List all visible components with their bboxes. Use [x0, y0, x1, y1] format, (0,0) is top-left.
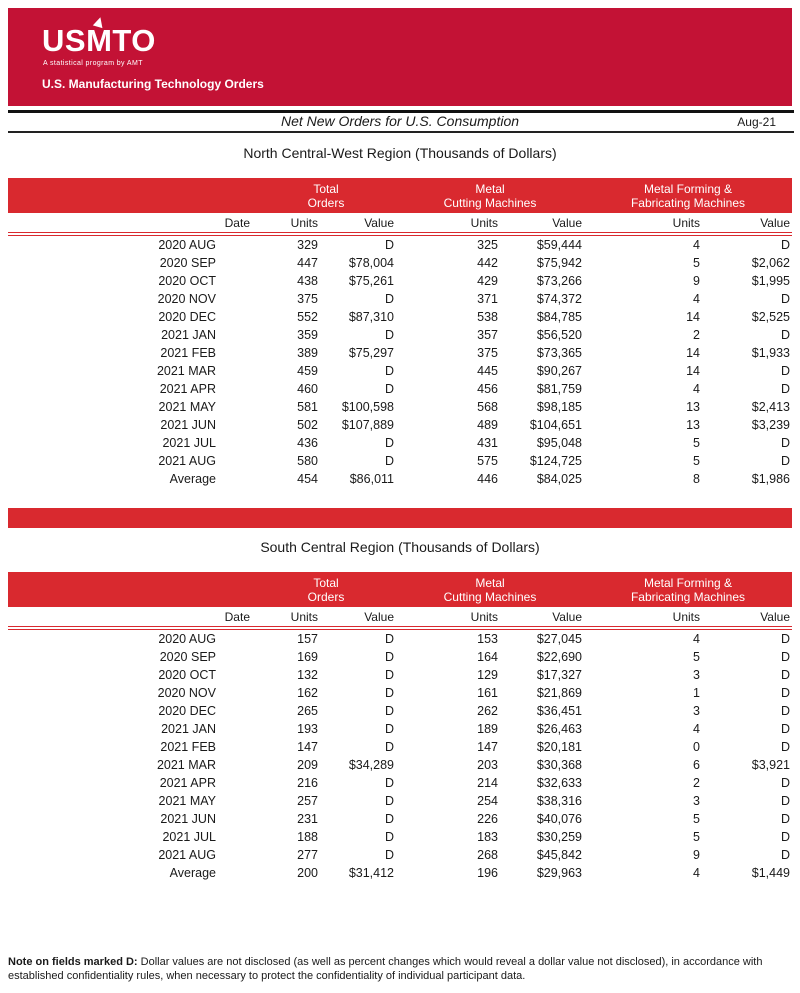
table-row	[8, 452, 792, 470]
value-cell: 188	[297, 830, 318, 844]
value-cell: D	[780, 364, 790, 378]
value-cell: 153	[477, 632, 498, 646]
value-cell: 14	[686, 364, 700, 378]
region-title-north-central-west: North Central-West Region (Thousands of Dollars)	[243, 145, 557, 161]
value-cell: D	[780, 632, 790, 646]
value-cell: D	[780, 328, 790, 342]
value-cell: 132	[297, 668, 318, 682]
value-cell: 489	[477, 418, 498, 432]
value-cell: $1,995	[751, 274, 790, 288]
value-cell: 3	[693, 794, 700, 808]
date-cell: 2021 MAR	[156, 758, 216, 772]
value-cell: D	[780, 830, 790, 844]
value-cell: D	[780, 848, 790, 862]
date-cell: 2021 JUL	[162, 436, 216, 450]
column-header-value: Value	[320, 607, 396, 628]
value-cell: $104,651	[529, 418, 582, 432]
value-cell: 575	[477, 454, 498, 468]
date-cell: 2020 AUG	[158, 632, 216, 646]
date-cell: 2020 SEP	[159, 650, 216, 664]
table-row	[8, 362, 792, 380]
table-row	[8, 864, 792, 882]
value-cell: $3,921	[751, 758, 790, 772]
table-row	[8, 648, 792, 666]
value-cell: D	[384, 328, 394, 342]
table-row	[8, 234, 792, 254]
value-cell: 9	[693, 274, 700, 288]
column-header-date: Date	[8, 213, 256, 234]
footnote-text: Dollar values are not disclosed (as well as percent changes which would reveal a dollar value not disclosed), in accordance with established confidentiality rules, when necessary to protect the confidentiality of individual participant data.	[8, 956, 763, 982]
value-cell: 359	[297, 328, 318, 342]
value-cell: $1,449	[751, 866, 790, 880]
group-header-total-orders: Total Orders	[256, 572, 396, 607]
table-row	[8, 272, 792, 290]
date-cell: 2021 JAN	[161, 328, 216, 342]
group-header-spacer	[8, 178, 256, 213]
column-header-units: Units	[396, 607, 500, 628]
column-header-value: Value	[702, 213, 792, 234]
table-row	[8, 702, 792, 720]
value-cell: 193	[297, 722, 318, 736]
value-cell: $81,759	[536, 382, 582, 396]
value-cell: $26,463	[536, 722, 582, 736]
value-cell: 580	[297, 454, 318, 468]
column-header-units: Units	[256, 607, 320, 628]
value-cell: 436	[297, 436, 318, 450]
value-cell: $107,889	[341, 418, 394, 432]
table-row	[8, 416, 792, 434]
value-cell: 371	[477, 292, 498, 306]
value-cell: 5	[693, 650, 700, 664]
value-cell: $75,942	[536, 256, 582, 270]
column-header-value: Value	[500, 213, 584, 234]
table-row	[8, 756, 792, 774]
value-cell: 329	[297, 238, 318, 252]
value-cell: $73,266	[536, 274, 582, 288]
value-cell: 162	[297, 686, 318, 700]
value-cell: 456	[477, 382, 498, 396]
date-cell: 2021 AUG	[158, 454, 216, 468]
value-cell: $1,986	[751, 472, 790, 486]
orders-table	[8, 178, 792, 488]
value-cell: $56,520	[536, 328, 582, 342]
value-cell: D	[780, 292, 790, 306]
value-cell: 209	[297, 758, 318, 772]
value-cell: 4	[693, 866, 700, 880]
value-cell: $2,525	[751, 310, 790, 324]
value-cell: $31,412	[348, 866, 394, 880]
date-cell: Average	[169, 472, 216, 486]
value-cell: $27,045	[536, 632, 582, 646]
value-cell: $40,076	[536, 812, 582, 826]
table-row	[8, 308, 792, 326]
table-row	[8, 666, 792, 684]
table-row	[8, 254, 792, 272]
date-cell: 2020 NOV	[157, 292, 216, 306]
report-title: Net New Orders for U.S. Consumption	[280, 113, 520, 129]
org-title: U.S. Manufacturing Technology Orders	[42, 77, 264, 91]
value-cell: D	[384, 686, 394, 700]
value-cell: 5	[693, 436, 700, 450]
value-cell: 200	[297, 866, 318, 880]
date-cell: 2020 NOV	[157, 686, 216, 700]
value-cell: D	[384, 830, 394, 844]
value-cell: D	[384, 632, 394, 646]
value-cell: D	[780, 454, 790, 468]
value-cell: $3,239	[751, 418, 790, 432]
table-row	[8, 434, 792, 452]
date-cell: 2020 AUG	[158, 238, 216, 252]
value-cell: 6	[693, 758, 700, 772]
value-cell: $98,185	[536, 400, 582, 414]
table-row	[8, 398, 792, 416]
value-cell: $17,327	[536, 668, 582, 682]
value-cell: 14	[686, 310, 700, 324]
date-cell: 2021 APR	[159, 776, 216, 790]
value-cell: 538	[477, 310, 498, 324]
value-cell: D	[780, 238, 790, 252]
value-cell: $34,289	[348, 758, 394, 772]
date-cell: 2021 FEB	[160, 740, 216, 754]
value-cell: 13	[686, 418, 700, 432]
value-cell: 5	[693, 256, 700, 270]
value-cell: 568	[477, 400, 498, 414]
value-cell: $20,181	[536, 740, 582, 754]
table-row	[8, 810, 792, 828]
brand-banner	[8, 8, 792, 106]
value-cell: $29,963	[536, 866, 582, 880]
value-cell: $2,062	[751, 256, 790, 270]
value-cell: $32,633	[536, 776, 582, 790]
column-header-units: Units	[396, 213, 500, 234]
value-cell: $84,785	[536, 310, 582, 324]
value-cell: D	[384, 794, 394, 808]
value-cell: 183	[477, 830, 498, 844]
value-cell: 257	[297, 794, 318, 808]
value-cell: 375	[477, 346, 498, 360]
value-cell: 460	[297, 382, 318, 396]
value-cell: D	[384, 436, 394, 450]
value-cell: D	[384, 722, 394, 736]
value-cell: 147	[477, 740, 498, 754]
report-date: Aug-21	[737, 115, 776, 129]
value-cell: $36,451	[536, 704, 582, 718]
date-cell: 2021 JUL	[162, 830, 216, 844]
value-cell: 14	[686, 346, 700, 360]
value-cell: D	[780, 776, 790, 790]
value-cell: $75,297	[348, 346, 394, 360]
value-cell: 0	[693, 740, 700, 754]
column-header-date: Date	[8, 607, 256, 628]
group-header-row	[8, 572, 792, 607]
value-cell: D	[384, 812, 394, 826]
column-header-row	[8, 607, 792, 628]
value-cell: 203	[477, 758, 498, 772]
group-header-row	[8, 178, 792, 213]
value-cell: D	[780, 812, 790, 826]
value-cell: 4	[693, 722, 700, 736]
value-cell: $30,259	[536, 830, 582, 844]
value-cell: 161	[477, 686, 498, 700]
group-header-metal-forming: Metal Forming & Fabricating Machines	[584, 178, 792, 213]
value-cell: $73,365	[536, 346, 582, 360]
value-cell: 157	[297, 632, 318, 646]
value-cell: 2	[693, 328, 700, 342]
logo-tagline: A statistical program by AMT	[43, 60, 143, 67]
table-row	[8, 470, 792, 488]
column-header-value: Value	[320, 213, 396, 234]
value-cell: 4	[693, 382, 700, 396]
value-cell: 196	[477, 866, 498, 880]
value-cell: 445	[477, 364, 498, 378]
section-divider-bar	[8, 508, 792, 528]
value-cell: D	[384, 382, 394, 396]
value-cell: 438	[297, 274, 318, 288]
value-cell: 446	[477, 472, 498, 486]
value-cell: 13	[686, 400, 700, 414]
value-cell: 1	[693, 686, 700, 700]
date-cell: 2020 OCT	[158, 274, 216, 288]
value-cell: D	[384, 454, 394, 468]
value-cell: D	[384, 704, 394, 718]
value-cell: $22,690	[536, 650, 582, 664]
footnote	[8, 955, 788, 983]
value-cell: 216	[297, 776, 318, 790]
value-cell: D	[780, 382, 790, 396]
value-cell: D	[780, 722, 790, 736]
table-row	[8, 628, 792, 648]
value-cell: $21,869	[536, 686, 582, 700]
value-cell: $90,267	[536, 364, 582, 378]
table-row	[8, 326, 792, 344]
value-cell: 169	[297, 650, 318, 664]
table-row	[8, 738, 792, 756]
value-cell: D	[384, 238, 394, 252]
table-row	[8, 792, 792, 810]
value-cell: 447	[297, 256, 318, 270]
group-header-total-orders: Total Orders	[256, 178, 396, 213]
column-header-row	[8, 213, 792, 234]
date-cell: 2021 MAR	[156, 364, 216, 378]
table-row	[8, 720, 792, 738]
value-cell: D	[384, 668, 394, 682]
value-cell: $38,316	[536, 794, 582, 808]
value-cell: 254	[477, 794, 498, 808]
value-cell: $100,598	[341, 400, 394, 414]
title-bottom-rule	[8, 131, 794, 133]
value-cell: 325	[477, 238, 498, 252]
value-cell: D	[384, 848, 394, 862]
value-cell: 164	[477, 650, 498, 664]
value-cell: $124,725	[529, 454, 582, 468]
value-cell: $45,842	[536, 848, 582, 862]
value-cell: 431	[477, 436, 498, 450]
table-row	[8, 380, 792, 398]
value-cell: 2	[693, 776, 700, 790]
value-cell: $2,413	[751, 400, 790, 414]
date-cell: 2021 JUN	[160, 812, 216, 826]
table-row	[8, 290, 792, 308]
value-cell: D	[780, 686, 790, 700]
value-cell: $95,048	[536, 436, 582, 450]
date-cell: 2020 OCT	[158, 668, 216, 682]
value-cell: D	[780, 740, 790, 754]
table-row	[8, 344, 792, 362]
value-cell: $78,004	[348, 256, 394, 270]
value-cell: 429	[477, 274, 498, 288]
value-cell: 231	[297, 812, 318, 826]
group-header-metal-cutting: Metal Cutting Machines	[396, 178, 584, 213]
value-cell: 4	[693, 238, 700, 252]
orders-table	[8, 572, 792, 882]
orders-table-south-central	[8, 572, 792, 882]
value-cell: $1,933	[751, 346, 790, 360]
value-cell: 442	[477, 256, 498, 270]
date-cell: Average	[169, 866, 216, 880]
value-cell: 4	[693, 292, 700, 306]
value-cell: 214	[477, 776, 498, 790]
value-cell: D	[780, 704, 790, 718]
date-cell: 2021 FEB	[160, 346, 216, 360]
value-cell: 226	[477, 812, 498, 826]
value-cell: D	[780, 436, 790, 450]
table-row	[8, 684, 792, 702]
column-header-units: Units	[584, 607, 702, 628]
column-header-units: Units	[584, 213, 702, 234]
date-cell: 2021 MAY	[158, 794, 216, 808]
value-cell: $30,368	[536, 758, 582, 772]
value-cell: 9	[693, 848, 700, 862]
region-title-south-central: South Central Region (Thousands of Dollars)	[260, 539, 540, 555]
footnote-label: Note on fields marked D:	[8, 956, 138, 968]
group-header-spacer	[8, 572, 256, 607]
value-cell: D	[384, 776, 394, 790]
value-cell: D	[780, 668, 790, 682]
value-cell: $86,011	[349, 472, 394, 486]
value-cell: 262	[477, 704, 498, 718]
value-cell: 357	[477, 328, 498, 342]
date-cell: 2020 DEC	[158, 704, 216, 718]
value-cell: 375	[297, 292, 318, 306]
date-cell: 2021 AUG	[158, 848, 216, 862]
value-cell: D	[780, 650, 790, 664]
value-cell: D	[384, 364, 394, 378]
value-cell: D	[384, 292, 394, 306]
value-cell: D	[384, 650, 394, 664]
table-row	[8, 774, 792, 792]
value-cell: 3	[693, 668, 700, 682]
value-cell: $74,372	[536, 292, 582, 306]
value-cell: 268	[477, 848, 498, 862]
value-cell: $84,025	[536, 472, 582, 486]
value-cell: 5	[693, 830, 700, 844]
value-cell: $87,310	[348, 310, 394, 324]
value-cell: 8	[693, 472, 700, 486]
value-cell: 265	[297, 704, 318, 718]
table-row	[8, 828, 792, 846]
date-cell: 2021 MAY	[158, 400, 216, 414]
date-cell: 2021 JUN	[160, 418, 216, 432]
value-cell: D	[384, 740, 394, 754]
value-cell: 129	[477, 668, 498, 682]
value-cell: 389	[297, 346, 318, 360]
column-header-value: Value	[702, 607, 792, 628]
date-cell: 2020 DEC	[158, 310, 216, 324]
value-cell: 502	[297, 418, 318, 432]
value-cell: 581	[297, 400, 318, 414]
group-header-metal-forming: Metal Forming & Fabricating Machines	[584, 572, 792, 607]
value-cell: 147	[297, 740, 318, 754]
value-cell: 454	[297, 472, 318, 486]
value-cell: 5	[693, 812, 700, 826]
value-cell: 5	[693, 454, 700, 468]
value-cell: 459	[297, 364, 318, 378]
value-cell: 277	[297, 848, 318, 862]
value-cell: 4	[693, 632, 700, 646]
value-cell: $59,444	[536, 238, 582, 252]
value-cell: 3	[693, 704, 700, 718]
date-cell: 2021 APR	[159, 382, 216, 396]
usmto-logo: USMTO	[42, 23, 156, 58]
column-header-value: Value	[500, 607, 584, 628]
value-cell: D	[780, 794, 790, 808]
value-cell: 552	[297, 310, 318, 324]
value-cell: 189	[477, 722, 498, 736]
group-header-metal-cutting: Metal Cutting Machines	[396, 572, 584, 607]
date-cell: 2020 SEP	[159, 256, 216, 270]
date-cell: 2021 JAN	[161, 722, 216, 736]
table-row	[8, 846, 792, 864]
value-cell: $75,261	[348, 274, 394, 288]
orders-table-north-central-west	[8, 178, 792, 488]
column-header-units: Units	[256, 213, 320, 234]
